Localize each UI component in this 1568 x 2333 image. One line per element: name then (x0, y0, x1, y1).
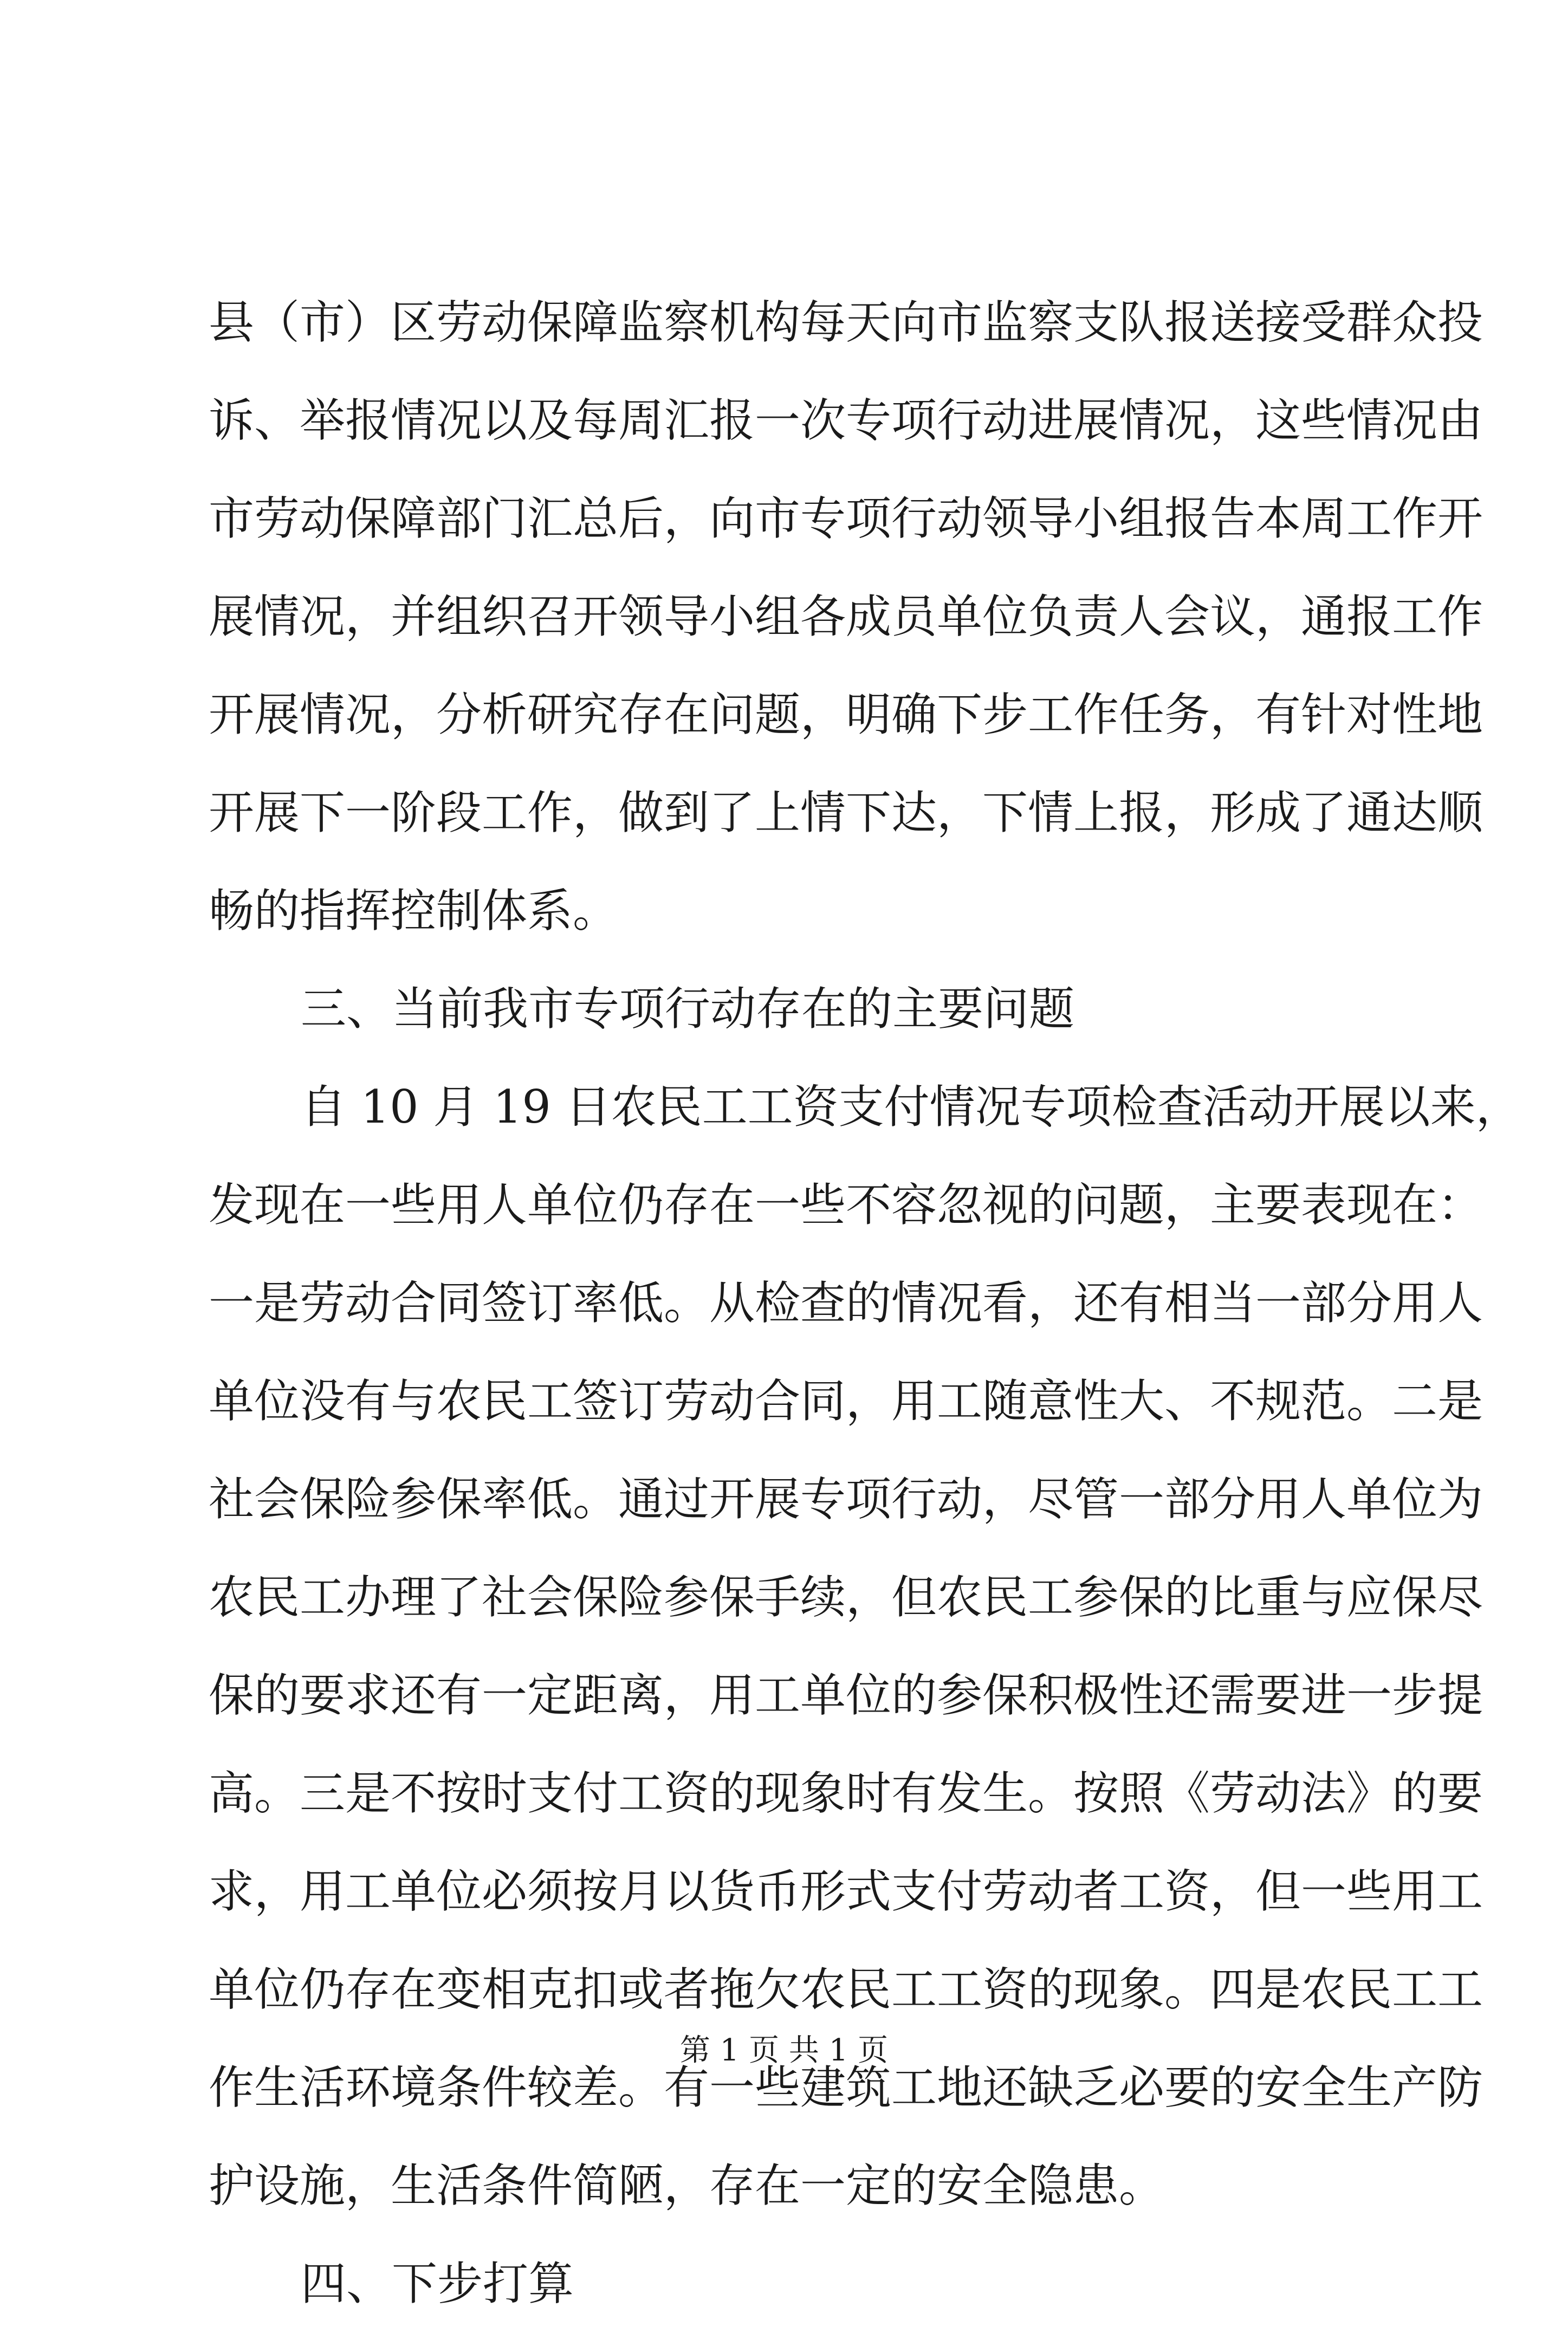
section-heading-3: 三、当前我市专项行动存在的主要问题 (301, 982, 1075, 1035)
text-line: 作生活环境条件较差。有一些建筑工地还缺乏必要的安全生产防 (209, 2061, 1483, 2114)
paragraph-continuation (209, 274, 1483, 960)
text-line: 高。三是不按时支付工资的现象时有发生。按照《劳动法》的要 (209, 1767, 1483, 1820)
text-line: 自 10 月 19 日农民工工资支付情况专项检查活动开展以来， (301, 1080, 1521, 1133)
text-line: 社会保险参保率低。通过开展专项行动，尽管一部分用人单位为 (209, 1473, 1483, 1526)
text-line: 发现在一些用人单位仍存在一些不容忽视的问题，主要表现在： (209, 1178, 1483, 1232)
text-line: 求，用工单位必须按月以货币形式支付劳动者工资，但一些用工 (209, 1865, 1483, 1918)
text-line: 一是劳动合同签订率低。从检查的情况看，还有相当一部分用人 (209, 1276, 1483, 1330)
text-line: 护设施，生活条件简陋，存在一定的安全隐患。 (209, 2159, 1165, 2212)
text-line: 农民工办理了社会保险参保手续，但农民工参保的比重与应保尽 (209, 1571, 1483, 1624)
text-line: 诉、举报情况以及每周汇报一次专项行动进展情况，这些情况由 (209, 394, 1483, 447)
text-line: 展情况，并组织召开领导小组各成员单位负责人会议，通报工作 (209, 590, 1483, 643)
text-line: 开展下一阶段工作，做到了上情下达，下情上报，形成了通达顺 (209, 786, 1483, 839)
text-line: 畅的指挥控制体系。 (209, 884, 619, 937)
document-body (209, 274, 1521, 2333)
text-line: 单位没有与农民工签订劳动合同，用工随意性大、不规范。二是 (209, 1375, 1483, 1428)
page-footer: 第 1 页 共 1 页 (679, 2033, 889, 2068)
text-line: 县（市）区劳动保障监察机构每天向市监察支队报送接受群众投 (209, 296, 1483, 349)
text-line: 开展情况，分析研究存在问题，明确下步工作任务，有针对性地 (209, 688, 1483, 741)
section-heading-4: 四、下步打算 (301, 2257, 574, 2310)
text-line: 保的要求还有一定距离，用工单位的参保积极性还需要进一步提 (209, 1669, 1483, 1722)
text-line: 市劳动保障部门汇总后，向市专项行动领导小组报告本周工作开 (209, 492, 1483, 545)
text-line: 单位仍存在变相克扣或者拖欠农民工工资的现象。四是农民工工 (209, 1963, 1483, 2016)
